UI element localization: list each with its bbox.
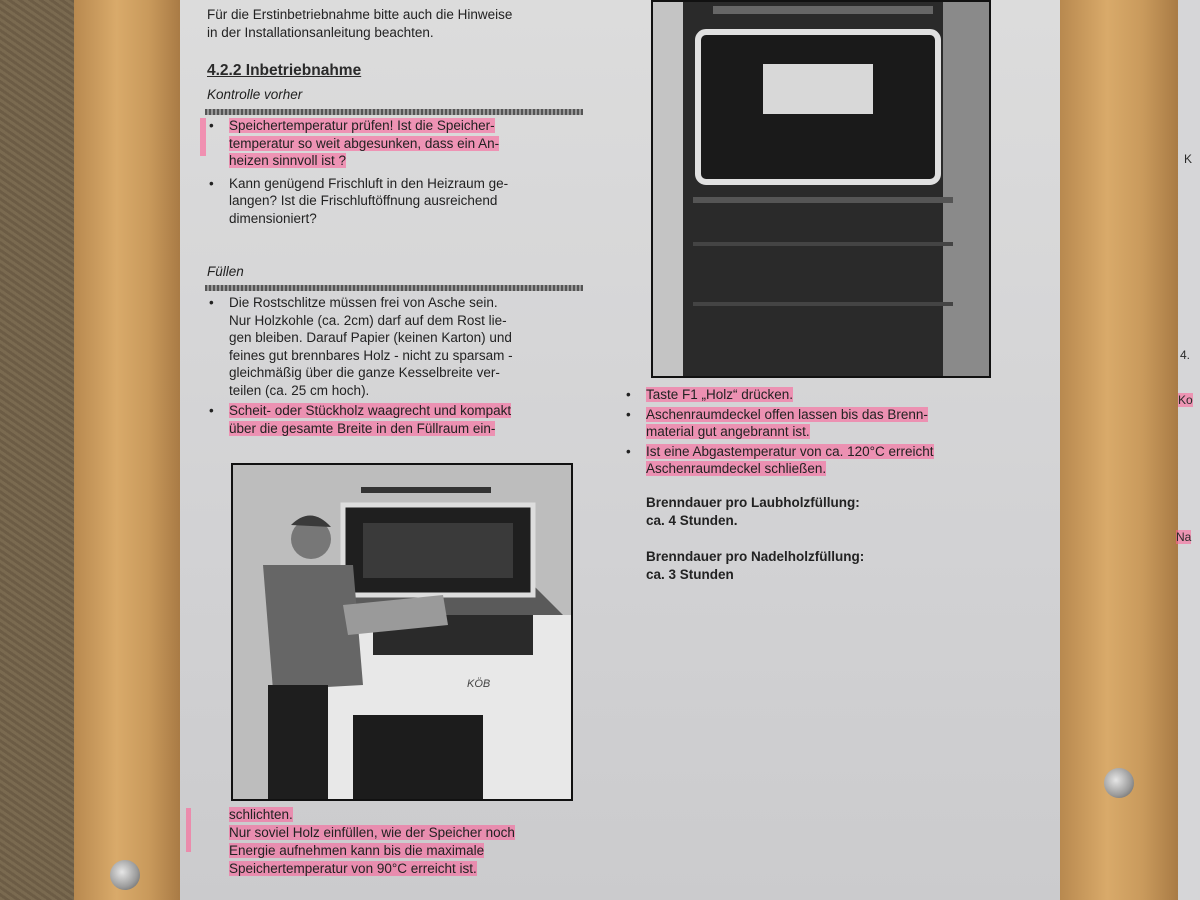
right-steps-list <box>622 386 1042 478</box>
top-note: Für die Erstinbetriebnahme bitte auch die Hinweise in der Installationsanleitung beachten. <box>207 7 513 40</box>
screw-icon <box>1104 768 1134 798</box>
kontrolle-list <box>205 117 595 227</box>
wooden-beam-right <box>1060 0 1178 900</box>
bullet-icon: • <box>626 387 631 402</box>
bullet-icon: • <box>626 443 631 459</box>
list-item: • Scheit- oder Stückholz waagrecht und kompakt über die gesamte Breite in den Füllraum ein- <box>209 403 512 436</box>
list-item: • Ist eine Abgastemperatur von ca. 120°C erreicht Aschenraumdeckel schließen. <box>626 443 934 476</box>
boiler-brand-label: KÖB <box>467 678 491 690</box>
section-heading: 4.2.2 Inbetriebnahme <box>207 62 362 79</box>
edge-fragment: 4. <box>1180 348 1191 362</box>
bullet-icon: • <box>626 406 631 422</box>
kontrolle-rule <box>205 109 583 115</box>
edge-fragment: K <box>1184 152 1193 166</box>
list-item: • Aschenraumdeckel offen lassen bis das Brenn- material gut angebrannt ist. <box>626 406 928 439</box>
highlighter-mark <box>186 808 191 852</box>
fuellen-list <box>205 294 595 437</box>
bottom-left-text: schlichten. Nur soviel Holz einfüllen, wie der Speicher noch Energie aufnehmen kann bis die maximale Speichertemperatur von 90°C erreicht ist. <box>229 807 515 876</box>
fuellen-rule <box>205 285 583 291</box>
kontrolle-title: Kontrolle vorher <box>207 87 303 102</box>
boiler-open-photo <box>651 0 991 378</box>
list-item: • Die Rostschlitze müssen frei von Asche sein. Nur Holzkohle (ca. 2cm) darf auf dem Rost lie- gen bleiben. Darauf Papier (keinen Karton) und feines gut brennbares Holz - nicht zu sparsam - gleichmäßig über die ganze Kesselbreite ver- teilen (ca. 25 cm hoch). <box>209 295 513 398</box>
bullet-icon: • <box>209 295 214 310</box>
boiler-loading-illustration <box>233 465 571 799</box>
edge-fragment: Ko <box>1178 393 1193 407</box>
highlighter-mark <box>200 118 206 156</box>
screw-icon <box>110 860 140 890</box>
bullet-icon: • <box>209 403 214 418</box>
burn-time-nadelholz: Brenndauer pro Nadelholzfüllung: ca. 3 Stunden <box>646 549 865 582</box>
bullet-icon: • <box>209 118 214 133</box>
boiler-open-illustration <box>653 2 989 376</box>
wooden-beam-left <box>74 0 180 900</box>
edge-fragment: Na <box>1176 530 1192 544</box>
bullet-icon: • <box>209 175 214 191</box>
list-item: • Taste F1 „Holz“ drücken. <box>626 387 794 402</box>
second-sheet-edge <box>1178 0 1200 900</box>
list-item: • Kann genügend Frischluft in den Heizraum ge- langen? Ist die Frischluftöffnung ausreichend dimensioniert? <box>209 175 509 226</box>
boiler-loading-photo <box>231 463 573 801</box>
burn-time-laubholz: Brenndauer pro Laubholzfüllung: ca. 4 Stunden. <box>646 495 860 528</box>
fuellen-title: Füllen <box>207 264 244 279</box>
list-item: • Speichertemperatur prüfen! Ist die Speicher- temperatur so weit abgesunken, dass ein An- heizen sinnvoll ist ? <box>209 118 500 168</box>
